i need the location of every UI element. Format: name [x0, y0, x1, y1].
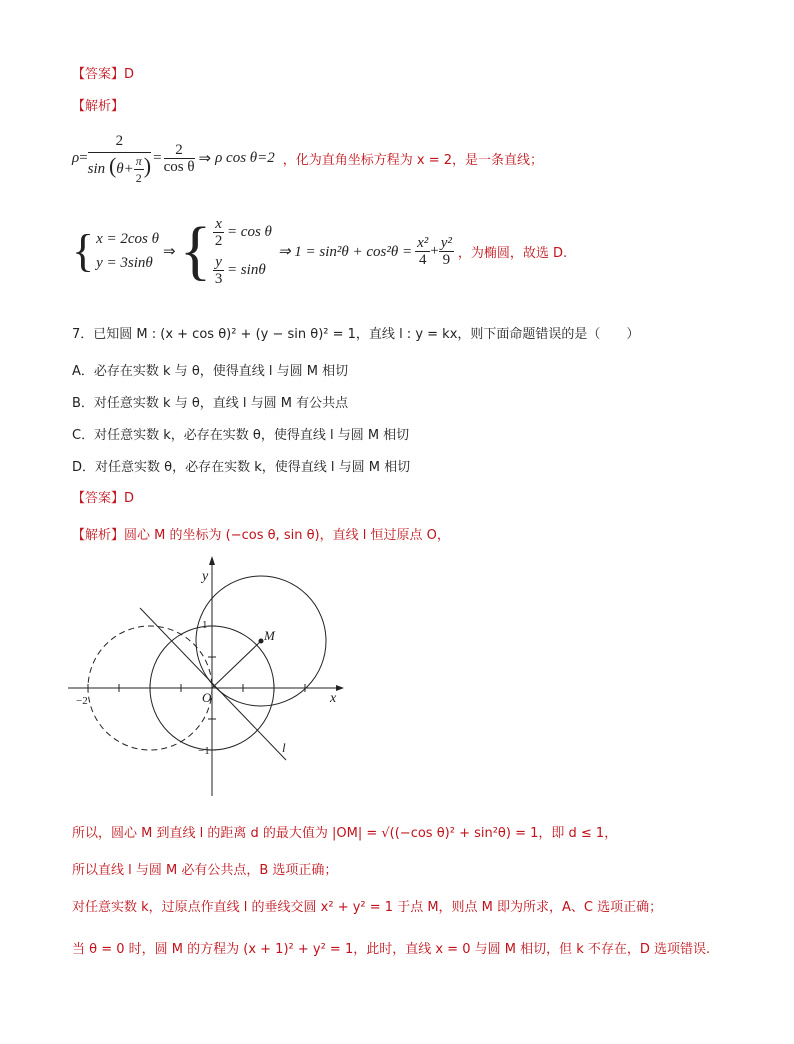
label-minus-one: −1 [198, 745, 210, 757]
eq2-mid: ⇒ 1 = sin²θ + cos²θ = [277, 243, 413, 260]
eq1-theta-plus: θ+ [116, 160, 134, 177]
answer2-value: D [124, 491, 135, 506]
answer-label-text: 【答案】 [72, 67, 125, 82]
x-axis-arrow [336, 685, 344, 691]
eq2-comment: ，为椭圆，故选 D. [457, 245, 568, 261]
analysis-2 [72, 524, 450, 543]
answer-2 [72, 487, 134, 506]
conclusion-line-4: 当 θ = 0 时，圆 M 的方程为 (x + 1)² + y² = 1，此时，直线 x = 0 与圆 M 相切，但 k 不存在，D 选项错误. [72, 942, 711, 957]
segment-om [212, 641, 261, 688]
equation-polar: ρ = 2 sin (θ+ $\frac{\pi}{2}$ ) = $\frac{2}{\text{cos θ}}$ ⇒ ρ cos θ=2 ，化为直角坐标方程为 x = 2，是一条直线； [72, 128, 543, 188]
eq1-frac1-den: sin (θ+ $\frac{\pi}{2}$ ) [87, 152, 152, 186]
eq1-rho: ρ [72, 149, 80, 166]
option-d: D．对任意实数 θ，必存在实数 k，使得直线 l 与圆 M 相切 [72, 460, 411, 475]
option-a: A．必存在实数 k 与 θ，使得直线 l 与圆 M 相切 [72, 364, 349, 379]
eq1-two: 2 [135, 171, 142, 186]
eq1-frac2-num: 2 [164, 142, 195, 159]
circle-diagram [64, 552, 354, 802]
eq1-frac1 [88, 130, 151, 186]
conclusion-line-1: 所以，圆心 M 到直线 l 的距离 d 的最大值为 |OM| = √((−cos θ)² + sin²θ) = 1，即 d ≤ 1， [72, 826, 618, 841]
conclusion-line-3: 对任意实数 k，过原点作直线 l 的垂线交圆 x² + y² = 1 于点 M，则点 M 即为所求，A、C 选项正确； [72, 900, 663, 915]
answer2-label: 【答案】 [72, 491, 125, 506]
label-minus-two: −2 [76, 695, 88, 707]
analysis-label [72, 95, 124, 114]
option-b: B．对任意实数 k 与 θ，直线 l 与圆 M 有公共点 [72, 396, 349, 411]
question-7-stem: 7．已知圆 M : (x + cos θ)² + (y − sin θ)² = 1，直线 l : y = kx，则下面命题错误的是（ ） [72, 327, 640, 342]
label-x: x [330, 691, 337, 706]
eq2-sys1b: y = 3sinθ [96, 255, 153, 271]
eq2-f1-den: 4 [418, 251, 427, 268]
label-one: 1 [202, 619, 208, 631]
option-c: C．对任意实数 k，必存在实数 θ，使得直线 l 与圆 M 相切 [72, 428, 410, 443]
eq1-comment: ，化为直角坐标方程为 x = 2，是一条直线； [282, 152, 544, 168]
eq2-f1-num: x² [417, 234, 429, 251]
eq1-frac2-den: cos θ [163, 158, 195, 175]
eq1-arrow: ⇒ [198, 150, 212, 167]
eq2-sys2a-den: 2 [214, 232, 223, 249]
label-o: O [202, 690, 212, 705]
eq2-plus: + [430, 242, 439, 259]
eq2-system1 [96, 227, 159, 275]
eq1-pi: π [135, 154, 142, 169]
answer-value: D [124, 67, 135, 82]
equation-ellipse [72, 212, 567, 290]
eq2-brace2: { [179, 214, 212, 287]
eq2-brace1: { [72, 225, 95, 276]
eq2-sys2a-num: x [215, 215, 222, 232]
eq2-sys2b-rhs: = sinθ [226, 261, 266, 278]
eq1-rhs: ρ cos θ=2 [215, 149, 275, 166]
eq2-sys2b-num: y [215, 253, 222, 270]
eq2-sys2a-rhs: = cos θ [226, 223, 272, 240]
label-y: y [202, 569, 209, 584]
eq2-f2-den: 9 [442, 251, 451, 268]
eq2-f2-num: y² [440, 234, 452, 251]
eq2-sys1a: x = 2cos θ [96, 231, 159, 247]
analysis2-label: 【解析】 [72, 528, 125, 543]
label-l: l [282, 740, 286, 755]
eq2-sys2b-den: 3 [214, 270, 223, 287]
eq2-arrow: ⇒ [163, 243, 176, 260]
y-axis-arrow [209, 556, 215, 565]
analysis2-text: 圆心 M 的坐标为 (−cos θ, sin θ)，直线 l 恒过原点 O， [124, 528, 450, 543]
eq2-system2 [213, 213, 272, 289]
answer-label [72, 63, 134, 82]
eq1-frac2 [164, 142, 195, 175]
conclusion-line-2: 所以直线 l 与圆 M 必有公共点，B 选项正确； [72, 863, 338, 878]
analysis-label-text: 【解析】 [72, 99, 125, 114]
eq1-sin: sin [87, 160, 106, 177]
eq1-frac1-num: 2 [88, 130, 151, 153]
eq1-eq: = [79, 149, 88, 166]
label-m: M [264, 628, 275, 643]
point-m [259, 639, 264, 644]
